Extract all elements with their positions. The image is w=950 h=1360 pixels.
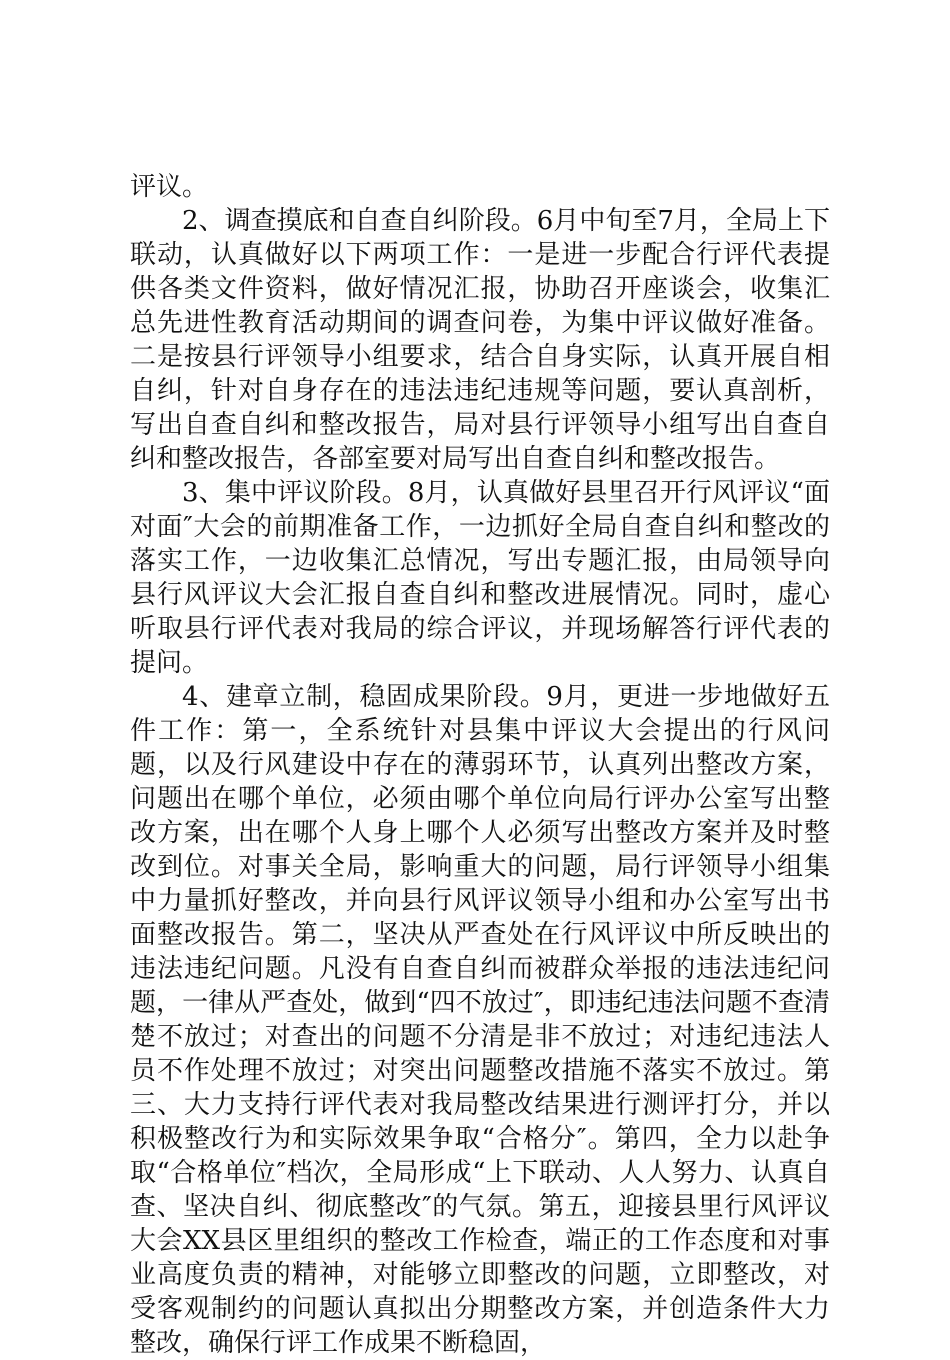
document-body <box>130 170 830 1360</box>
paragraph-continuation: 评议。 <box>130 172 209 202</box>
paragraph-consolidation-stage: 4、建章立制，稳固成果阶段。9月，更进一步地做好五件工作：第一，全系统针对县集中评议大会提出的行风问题，以及行风建设中存在的薄弱环节，认真列出整改方案，问题出在哪个单位，必须由哪个单位向局行评办公室写出整改方案，出在哪个人身上哪个人必须写出整改方案并及时整改到位。对事关全局，影响重大的问题，局行评领导小组集中力量抓好整改，并向县行风评议领导小组和办公室写出书面整改报告。第二，坚决从严查处在行风评议中所反映出的违法违纪问题。凡没有自查自纠而被群众举报的违法违纪问题，一律从严查处，做到“四不放过″，即违纪违法问题不查清楚不放过；对查出的问题不分清是非不放过；对违纪违法人员不作处理不放过；对突出问题整改措施不落实不放过。第三、大力支持行评代表对我局整改结果进行测评打分，并以积极整改行为和实际效果争取“合格分″。第四，全力以赴争取“合格单位″档次，全局形成“上下联动、人人努力、认真自查、坚决自纠、彻底整改″的气氛。第五，迎接县里行风评议大会XX县区里组织的整改工作检查，端正的工作态度和对事业高度负责的精神，对能够立即整改的问题，立即整改，对受客观制约的问题认真拟出分期整改方案，并创造条件大力整改，确保行评工作成果不断稳固， <box>130 682 830 1358</box>
paragraph-centralized-review-stage: 3、集中评议阶段。8月，认真做好县里召开行风评议“面对面″大会的前期准备工作，一边抓好全局自查自纠和整改的落实工作，一边收集汇总情况，写出专题汇报，由局领导向县行风评议大会汇报自查自纠和整改进展情况。同时，虚心听取县行评代表对我局的综合评议，并现场解答行评代表的提问。 <box>130 478 830 678</box>
paragraph-investigation-stage: 2、调查摸底和自查自纠阶段。6月中旬至7月，全局上下联动，认真做好以下两项工作：一是进一步配合行评代表提供各类文件资料，做好情况汇报，协助召开座谈会，收集汇总先进性教育活动期间的调查问卷，为集中评议做好准备。二是按县行评领导小组要求，结合自身实际，认真开展自相自纠，针对自身存在的违法违纪违规等问题，要认真剖析，写出自查自纠和整改报告，局对县行评领导小组写出自查自纠和整改报告，各部室要对局写出自查自纠和整改报告。 <box>130 206 830 474</box>
